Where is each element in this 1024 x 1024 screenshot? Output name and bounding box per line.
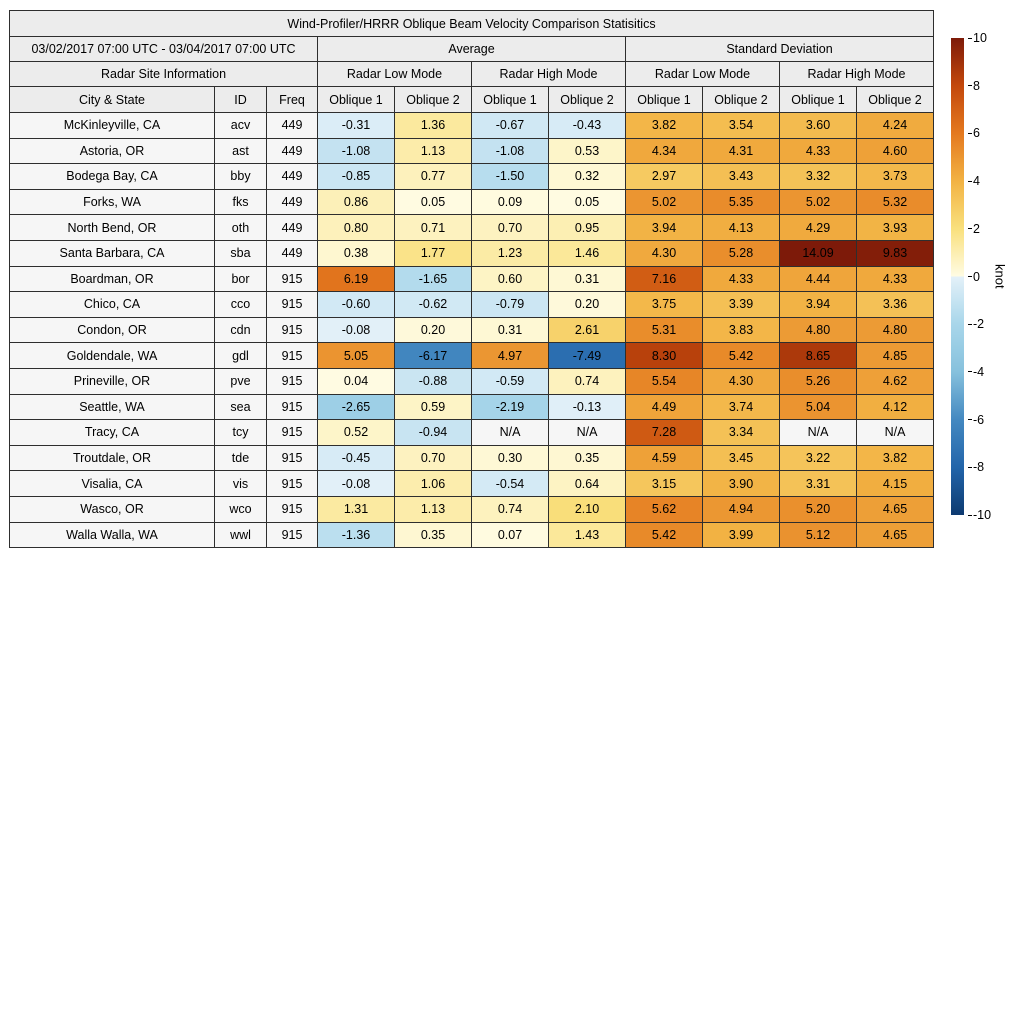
value-cell: 5.26 — [780, 368, 857, 394]
value-cell: 3.54 — [703, 113, 780, 139]
value-cell: 5.42 — [626, 522, 703, 548]
subheader-avg-low-mode: Radar Low Mode — [318, 62, 472, 87]
colorbar-tick-label: -4 — [973, 364, 985, 379]
value-cell: 3.36 — [857, 292, 934, 318]
value-cell: 3.99 — [703, 522, 780, 548]
freq-cell: 915 — [267, 445, 318, 471]
value-cell: 1.36 — [395, 113, 472, 139]
value-cell: 4.24 — [857, 113, 934, 139]
col-header-oblique1: Oblique 1 — [472, 87, 549, 113]
value-cell: 5.02 — [626, 189, 703, 215]
colorbar-tick — [968, 38, 972, 39]
value-cell: -1.08 — [318, 138, 395, 164]
value-cell: 0.20 — [549, 292, 626, 318]
value-cell: 5.02 — [780, 189, 857, 215]
col-header-oblique1: Oblique 1 — [318, 87, 395, 113]
site-row — [10, 164, 934, 190]
value-cell: -0.08 — [318, 317, 395, 343]
value-cell: 0.74 — [549, 368, 626, 394]
subheader-std-low-mode: Radar Low Mode — [626, 62, 780, 87]
colorbar-tick — [968, 371, 972, 372]
value-cell: 4.60 — [857, 138, 934, 164]
value-cell: 1.06 — [395, 471, 472, 497]
colorbar-tick — [968, 515, 972, 516]
col-header-oblique2: Oblique 2 — [703, 87, 780, 113]
value-cell: 3.22 — [780, 445, 857, 471]
freq-cell: 915 — [267, 368, 318, 394]
value-cell: 4.80 — [780, 317, 857, 343]
value-cell: 4.94 — [703, 496, 780, 522]
id-cell: wco — [215, 496, 267, 522]
site-row — [10, 368, 934, 394]
value-cell: 4.31 — [703, 138, 780, 164]
id-cell: cco — [215, 292, 267, 318]
city-cell: Prineville, OR — [10, 368, 215, 394]
value-cell: 5.32 — [857, 189, 934, 215]
value-cell: 3.82 — [857, 445, 934, 471]
column-header-row — [10, 87, 934, 113]
value-cell: 5.28 — [703, 240, 780, 266]
value-cell: 4.97 — [472, 343, 549, 369]
value-cell: 4.33 — [857, 266, 934, 292]
value-cell: 4.80 — [857, 317, 934, 343]
value-cell: 8.30 — [626, 343, 703, 369]
colorbar-tick-label: -8 — [973, 460, 985, 475]
value-cell: 0.95 — [549, 215, 626, 241]
id-cell: oth — [215, 215, 267, 241]
site-row — [10, 266, 934, 292]
colorbar-tick-label: 10 — [973, 31, 987, 45]
value-cell: 3.34 — [703, 420, 780, 446]
value-cell: 3.74 — [703, 394, 780, 420]
colorbar-tick-label: -2 — [973, 317, 985, 332]
col-header-oblique2: Oblique 2 — [549, 87, 626, 113]
freq-cell: 449 — [267, 113, 318, 139]
city-cell: Bodega Bay, CA — [10, 164, 215, 190]
city-cell: Boardman, OR — [10, 266, 215, 292]
colorbar-tick-label: 8 — [973, 78, 980, 93]
value-cell: 3.15 — [626, 471, 703, 497]
value-cell: 5.54 — [626, 368, 703, 394]
value-cell: 3.83 — [703, 317, 780, 343]
value-cell: 5.31 — [626, 317, 703, 343]
value-cell: 0.71 — [395, 215, 472, 241]
value-cell: -7.49 — [549, 343, 626, 369]
value-cell: 4.62 — [857, 368, 934, 394]
value-cell: 4.30 — [703, 368, 780, 394]
city-cell: Visalia, CA — [10, 471, 215, 497]
site-row — [10, 394, 934, 420]
city-cell: Condon, OR — [10, 317, 215, 343]
colorbar — [951, 38, 964, 515]
id-cell: sba — [215, 240, 267, 266]
value-cell: 4.33 — [703, 266, 780, 292]
value-cell: 5.42 — [703, 343, 780, 369]
value-cell: 5.62 — [626, 496, 703, 522]
statistics-table — [9, 10, 934, 548]
value-cell: 3.60 — [780, 113, 857, 139]
value-cell: -0.88 — [395, 368, 472, 394]
value-cell: 1.13 — [395, 496, 472, 522]
colorbar-tick — [968, 467, 972, 468]
freq-cell: 449 — [267, 138, 318, 164]
city-cell: Tracy, CA — [10, 420, 215, 446]
value-cell: 0.52 — [318, 420, 395, 446]
value-cell: 2.61 — [549, 317, 626, 343]
title-row — [10, 11, 934, 37]
value-cell: 1.23 — [472, 240, 549, 266]
city-cell: McKinleyville, CA — [10, 113, 215, 139]
value-cell: 2.97 — [626, 164, 703, 190]
site-row — [10, 215, 934, 241]
value-cell: 4.12 — [857, 394, 934, 420]
value-cell: -0.45 — [318, 445, 395, 471]
city-cell: Seattle, WA — [10, 394, 215, 420]
site-row — [10, 343, 934, 369]
site-row — [10, 445, 934, 471]
value-cell: 0.70 — [395, 445, 472, 471]
id-cell: pve — [215, 368, 267, 394]
value-cell: 3.82 — [626, 113, 703, 139]
colorbar-tick — [968, 228, 972, 229]
value-cell: 0.05 — [395, 189, 472, 215]
id-cell: cdn — [215, 317, 267, 343]
value-cell: -1.36 — [318, 522, 395, 548]
freq-cell: 915 — [267, 292, 318, 318]
site-row — [10, 522, 934, 548]
value-cell: -0.67 — [472, 113, 549, 139]
freq-cell: 449 — [267, 240, 318, 266]
site-row — [10, 189, 934, 215]
city-cell: Walla Walla, WA — [10, 522, 215, 548]
subheader-std-high-mode: Radar High Mode — [780, 62, 934, 87]
value-cell: 0.32 — [549, 164, 626, 190]
col-header-id: ID — [215, 87, 267, 113]
value-cell: 0.09 — [472, 189, 549, 215]
mode-header-row — [10, 62, 934, 87]
site-row — [10, 113, 934, 139]
subheader-radar-site-information: Radar Site Information — [10, 62, 318, 87]
value-cell: -0.62 — [395, 292, 472, 318]
value-cell: 0.35 — [395, 522, 472, 548]
value-cell: 1.13 — [395, 138, 472, 164]
value-cell: 9.83 — [857, 240, 934, 266]
value-cell: N/A — [780, 420, 857, 446]
figure-title: Wind-Profiler/HRRR Oblique Beam Velocity Comparison Statisitics — [10, 11, 934, 37]
value-cell: 5.20 — [780, 496, 857, 522]
id-cell: wwl — [215, 522, 267, 548]
id-cell: ast — [215, 138, 267, 164]
value-cell: 4.59 — [626, 445, 703, 471]
id-cell: gdl — [215, 343, 267, 369]
colorbar-tick-label: -10 — [973, 508, 992, 522]
value-cell: 0.30 — [472, 445, 549, 471]
value-cell: 0.59 — [395, 394, 472, 420]
freq-cell: 915 — [267, 522, 318, 548]
value-cell: 4.30 — [626, 240, 703, 266]
value-cell: 0.53 — [549, 138, 626, 164]
city-cell: Forks, WA — [10, 189, 215, 215]
value-cell: 3.43 — [703, 164, 780, 190]
id-cell: fks — [215, 189, 267, 215]
value-cell: -1.50 — [472, 164, 549, 190]
value-cell: 8.65 — [780, 343, 857, 369]
value-cell: -0.31 — [318, 113, 395, 139]
value-cell: 4.33 — [780, 138, 857, 164]
value-cell: 0.07 — [472, 522, 549, 548]
freq-cell: 915 — [267, 394, 318, 420]
col-header-city-state: City & State — [10, 87, 215, 113]
value-cell: 0.31 — [472, 317, 549, 343]
value-cell: 3.94 — [780, 292, 857, 318]
value-cell: -1.65 — [395, 266, 472, 292]
value-cell: -0.60 — [318, 292, 395, 318]
value-cell: 0.60 — [472, 266, 549, 292]
city-cell: Goldendale, WA — [10, 343, 215, 369]
colorbar-tick — [968, 181, 972, 182]
freq-cell: 915 — [267, 317, 318, 343]
value-cell: 3.31 — [780, 471, 857, 497]
value-cell: -0.94 — [395, 420, 472, 446]
date-range: 03/02/2017 07:00 UTC - 03/04/2017 07:00 UTC — [10, 37, 318, 62]
site-row — [10, 420, 934, 446]
subheader-avg-high-mode: Radar High Mode — [472, 62, 626, 87]
value-cell: 3.45 — [703, 445, 780, 471]
value-cell: 7.28 — [626, 420, 703, 446]
value-cell: 4.13 — [703, 215, 780, 241]
city-cell: North Bend, OR — [10, 215, 215, 241]
value-cell: 5.35 — [703, 189, 780, 215]
value-cell: 1.43 — [549, 522, 626, 548]
freq-cell: 915 — [267, 420, 318, 446]
col-header-oblique1: Oblique 1 — [626, 87, 703, 113]
value-cell: 2.10 — [549, 496, 626, 522]
city-cell: Chico, CA — [10, 292, 215, 318]
value-cell: -2.65 — [318, 394, 395, 420]
id-cell: tcy — [215, 420, 267, 446]
value-cell: -0.13 — [549, 394, 626, 420]
group-header-standard-deviation: Standard Deviation — [626, 37, 934, 62]
value-cell: -0.59 — [472, 368, 549, 394]
value-cell: 0.05 — [549, 189, 626, 215]
value-cell: 4.49 — [626, 394, 703, 420]
value-cell: 0.74 — [472, 496, 549, 522]
id-cell: bby — [215, 164, 267, 190]
freq-cell: 449 — [267, 215, 318, 241]
value-cell: 0.77 — [395, 164, 472, 190]
site-row — [10, 317, 934, 343]
value-cell: 3.75 — [626, 292, 703, 318]
value-cell: 0.20 — [395, 317, 472, 343]
value-cell: -1.08 — [472, 138, 549, 164]
value-cell: 5.05 — [318, 343, 395, 369]
value-cell: 4.65 — [857, 522, 934, 548]
value-cell: 0.31 — [549, 266, 626, 292]
site-row — [10, 471, 934, 497]
freq-cell: 449 — [267, 164, 318, 190]
value-cell: 4.15 — [857, 471, 934, 497]
value-cell: 5.04 — [780, 394, 857, 420]
colorbar-tick-label: 4 — [973, 174, 980, 189]
value-cell: 0.64 — [549, 471, 626, 497]
value-cell: -0.79 — [472, 292, 549, 318]
col-header-oblique2: Oblique 2 — [857, 87, 934, 113]
colorbar-tick-label: -6 — [973, 412, 985, 427]
city-cell: Troutdale, OR — [10, 445, 215, 471]
col-header-oblique1: Oblique 1 — [780, 87, 857, 113]
value-cell: 0.38 — [318, 240, 395, 266]
value-cell: 7.16 — [626, 266, 703, 292]
value-cell: 0.35 — [549, 445, 626, 471]
value-cell: 0.04 — [318, 368, 395, 394]
value-cell: 14.09 — [780, 240, 857, 266]
site-row — [10, 496, 934, 522]
freq-cell: 915 — [267, 471, 318, 497]
value-cell: 6.19 — [318, 266, 395, 292]
freq-cell: 915 — [267, 266, 318, 292]
group-header-row — [10, 37, 934, 62]
value-cell: 4.34 — [626, 138, 703, 164]
value-cell: 3.39 — [703, 292, 780, 318]
colorbar-tick — [968, 276, 972, 277]
city-cell: Santa Barbara, CA — [10, 240, 215, 266]
value-cell: N/A — [472, 420, 549, 446]
value-cell: 3.32 — [780, 164, 857, 190]
value-cell: -6.17 — [395, 343, 472, 369]
id-cell: sea — [215, 394, 267, 420]
colorbar-tick — [968, 324, 972, 325]
value-cell: 1.77 — [395, 240, 472, 266]
value-cell: 4.65 — [857, 496, 934, 522]
value-cell: N/A — [549, 420, 626, 446]
value-cell: 1.46 — [549, 240, 626, 266]
value-cell: N/A — [857, 420, 934, 446]
colorbar-tick — [968, 419, 972, 420]
site-row — [10, 240, 934, 266]
id-cell: acv — [215, 113, 267, 139]
colorbar-tick-label: 2 — [973, 221, 980, 236]
id-cell: bor — [215, 266, 267, 292]
value-cell: 0.80 — [318, 215, 395, 241]
value-cell: -0.54 — [472, 471, 549, 497]
colorbar-tick-label: 6 — [973, 126, 980, 141]
site-row — [10, 138, 934, 164]
value-cell: 0.86 — [318, 189, 395, 215]
col-header-oblique2: Oblique 2 — [395, 87, 472, 113]
value-cell: 3.94 — [626, 215, 703, 241]
value-cell: 1.31 — [318, 496, 395, 522]
city-cell: Wasco, OR — [10, 496, 215, 522]
colorbar-unit-label: knot — [992, 264, 1008, 289]
colorbar-tick — [968, 85, 972, 86]
value-cell: -0.85 — [318, 164, 395, 190]
colorbar-tick-label: 0 — [973, 269, 980, 284]
col-header-freq: Freq — [267, 87, 318, 113]
value-cell: 4.44 — [780, 266, 857, 292]
value-cell: -0.43 — [549, 113, 626, 139]
site-row — [10, 292, 934, 318]
value-cell: 4.85 — [857, 343, 934, 369]
value-cell: 3.73 — [857, 164, 934, 190]
value-cell: 3.90 — [703, 471, 780, 497]
id-cell: tde — [215, 445, 267, 471]
id-cell: vis — [215, 471, 267, 497]
value-cell: -0.08 — [318, 471, 395, 497]
freq-cell: 915 — [267, 343, 318, 369]
freq-cell: 449 — [267, 189, 318, 215]
value-cell: 4.29 — [780, 215, 857, 241]
freq-cell: 915 — [267, 496, 318, 522]
value-cell: 0.70 — [472, 215, 549, 241]
value-cell: -2.19 — [472, 394, 549, 420]
colorbar-tick — [968, 133, 972, 134]
value-cell: 5.12 — [780, 522, 857, 548]
city-cell: Astoria, OR — [10, 138, 215, 164]
value-cell: 3.93 — [857, 215, 934, 241]
group-header-average: Average — [318, 37, 626, 62]
